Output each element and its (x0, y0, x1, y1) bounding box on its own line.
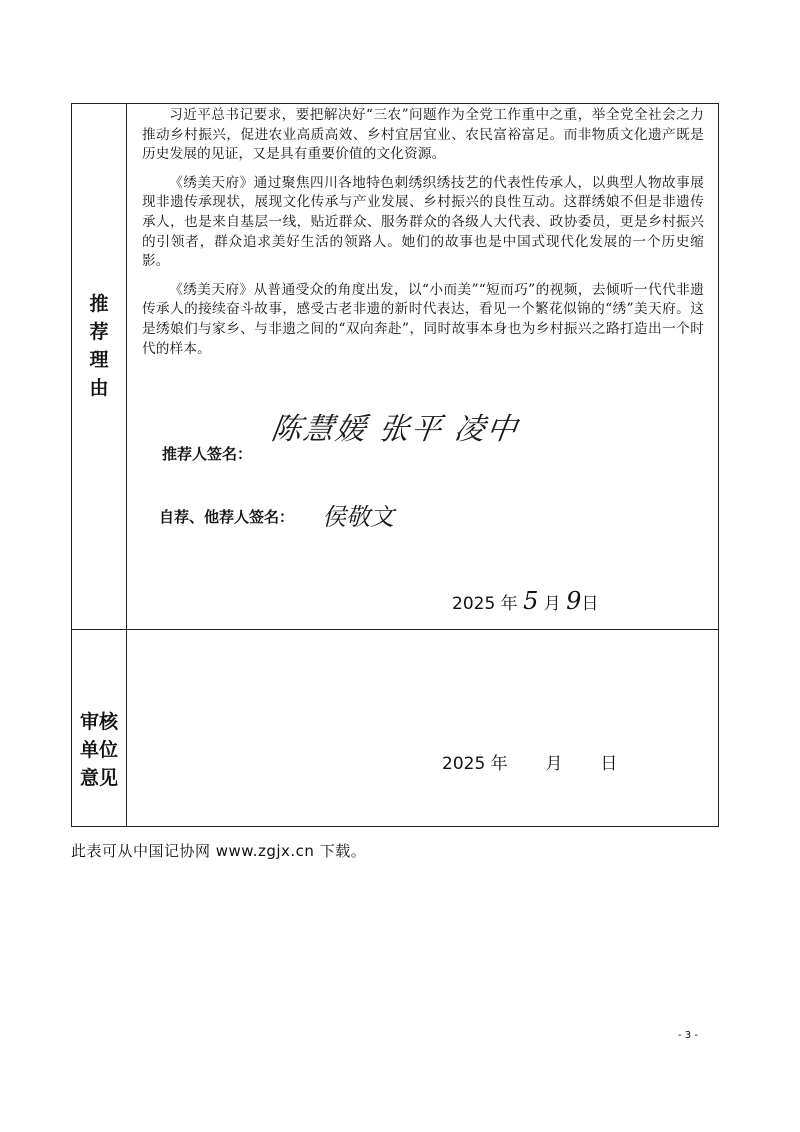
review-date (442, 749, 617, 774)
recommender-handwritten-signatures: 陈慧媛 张平 凌中 (269, 412, 522, 447)
self-handwritten-signature: 侯敬文 (322, 503, 394, 531)
reason-paragraph: 《绣美天府》从普通受众的角度出发，以“小而美”“短而巧”的视频，去倾听一代代非遗传承人的接续奋斗故事，感受古老非遗的新时代表达，看见一个繁花似锦的“绣”美天府。这是绣娘们与家乡、与非遗之间的“双向奔赴”，同时故事本身也为乡村振兴之路打造出一个时代的样本。 (142, 281, 704, 357)
download-footnote: 此表可从中国记协网 www.zgjx.cn 下载。 (71, 842, 367, 860)
recommender-signature-label: 推荐人签名： (162, 445, 253, 463)
date-year: 2025 (442, 754, 486, 774)
review-opinion-label (72, 708, 126, 792)
label-char: 审核 (79, 711, 118, 733)
page-number: - 3 - (678, 1030, 698, 1041)
reason-paragraph: 《绣美天府》通过聚焦四川各地特色刺绣织绣技艺的代表性传承人，以典型人物故事展现非遗传承现状，展现文化传承与产业发展、乡村振兴的良性互动。这群绣娘不但是非遗传承人，也是来自基层一线，贴近群众、服务群众的各级人大代表、政协委员，更是乡村振兴的引领者，群众追求美好生活的领路人。她们的故事也是中国式现代化发展的一个历史缩影。 (142, 174, 704, 270)
label-char: 单位 (79, 739, 118, 761)
reason-date (452, 587, 598, 615)
label-char: 意见 (79, 767, 118, 789)
column-divider (126, 104, 127, 826)
date-month: 5 (523, 587, 539, 615)
label-char: 荐 (89, 321, 109, 343)
date-year-unit: 年 (490, 754, 508, 774)
date-year-unit: 年 (500, 594, 518, 614)
label-char: 推 (89, 293, 109, 315)
date-day-unit: 日 (581, 594, 599, 614)
reason-paragraph: 习近平总书记要求，要把解决好“三农”问题作为全党工作重中之重，举全党全社会之力推动乡村振兴，促进农业高质高效、乡村宜居宜业、农民富裕富足。而非物质文化遗产既是历史发展的见证，又是具有重要价值的文化资源。 (142, 107, 704, 163)
recommendation-reason-text (142, 106, 704, 368)
row-divider (72, 629, 718, 630)
date-year: 2025 (452, 594, 496, 614)
date-day-unit: 日 (600, 754, 618, 774)
date-day: 9 (566, 587, 582, 615)
date-month-unit: 月 (543, 594, 561, 614)
self-signature-label: 自荐、他荐人签名： (159, 508, 295, 526)
recommendation-reason-label (72, 290, 126, 402)
recommendation-form-table (71, 103, 719, 827)
label-char: 由 (89, 377, 109, 399)
date-month-unit: 月 (545, 754, 563, 774)
label-char: 理 (89, 349, 109, 371)
